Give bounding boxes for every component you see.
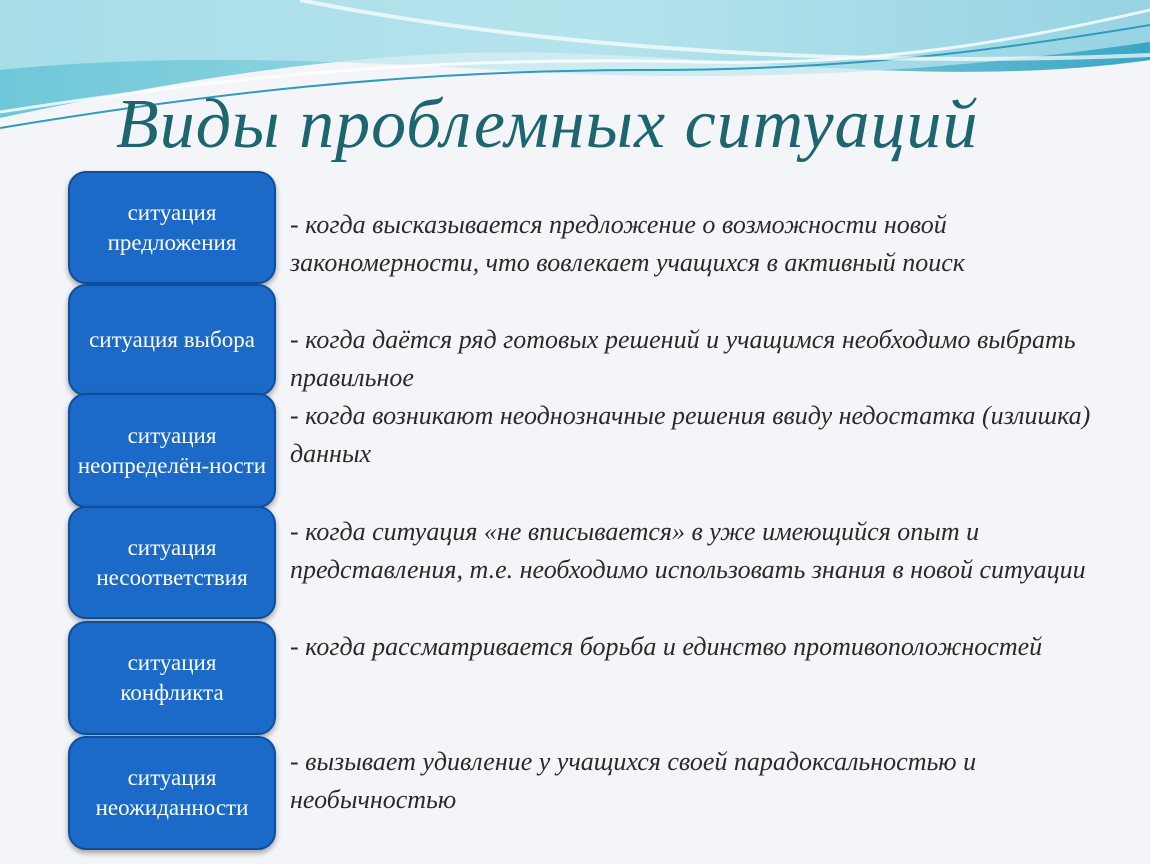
situation-description: - вызывает удивление у учащихся своей парадоксальностью и необычностью: [290, 747, 977, 814]
situation-box-proposal: [68, 171, 276, 284]
page-title: Виды проблемных ситуаций: [116, 86, 979, 163]
situation-box-label: ситуация выбора: [89, 327, 255, 352]
situation-box-label: ситуация несоответствия: [96, 534, 248, 590]
situation-description: - когда возникают неоднозначные решения ввиду недостатка (излишка) данных: [290, 401, 1091, 468]
situation-description: - когда даётся ряд готовых решений и учащимся необходимо выбрать правильное: [290, 325, 1076, 392]
situation-description: - когда ситуация «не вписывается» в уже имеющийся опыт и представления, т.е. необходимо использовать знания в новой ситуации: [290, 517, 1086, 584]
situation-box-label: ситуация предложения: [107, 199, 237, 255]
situation-box-uncertainty: [68, 393, 276, 508]
situation-box-label: ситуация конфликта: [120, 650, 224, 705]
situation-box-label: ситуация неожиданности: [95, 765, 249, 820]
situation-box-surprise: [68, 736, 276, 850]
situation-description: - когда рассматривается борьба и единство противоположностей: [290, 632, 1043, 661]
situation-box-label: ситуация неопределён-ности: [77, 422, 267, 478]
situation-box-choice: [68, 284, 276, 396]
situation-box-mismatch: [68, 506, 276, 619]
situation-description: - когда высказывается предложение о возможности новой закономерности, что вовлекает учащихся в активный поиск: [290, 210, 965, 277]
situation-box-conflict: [68, 621, 276, 735]
